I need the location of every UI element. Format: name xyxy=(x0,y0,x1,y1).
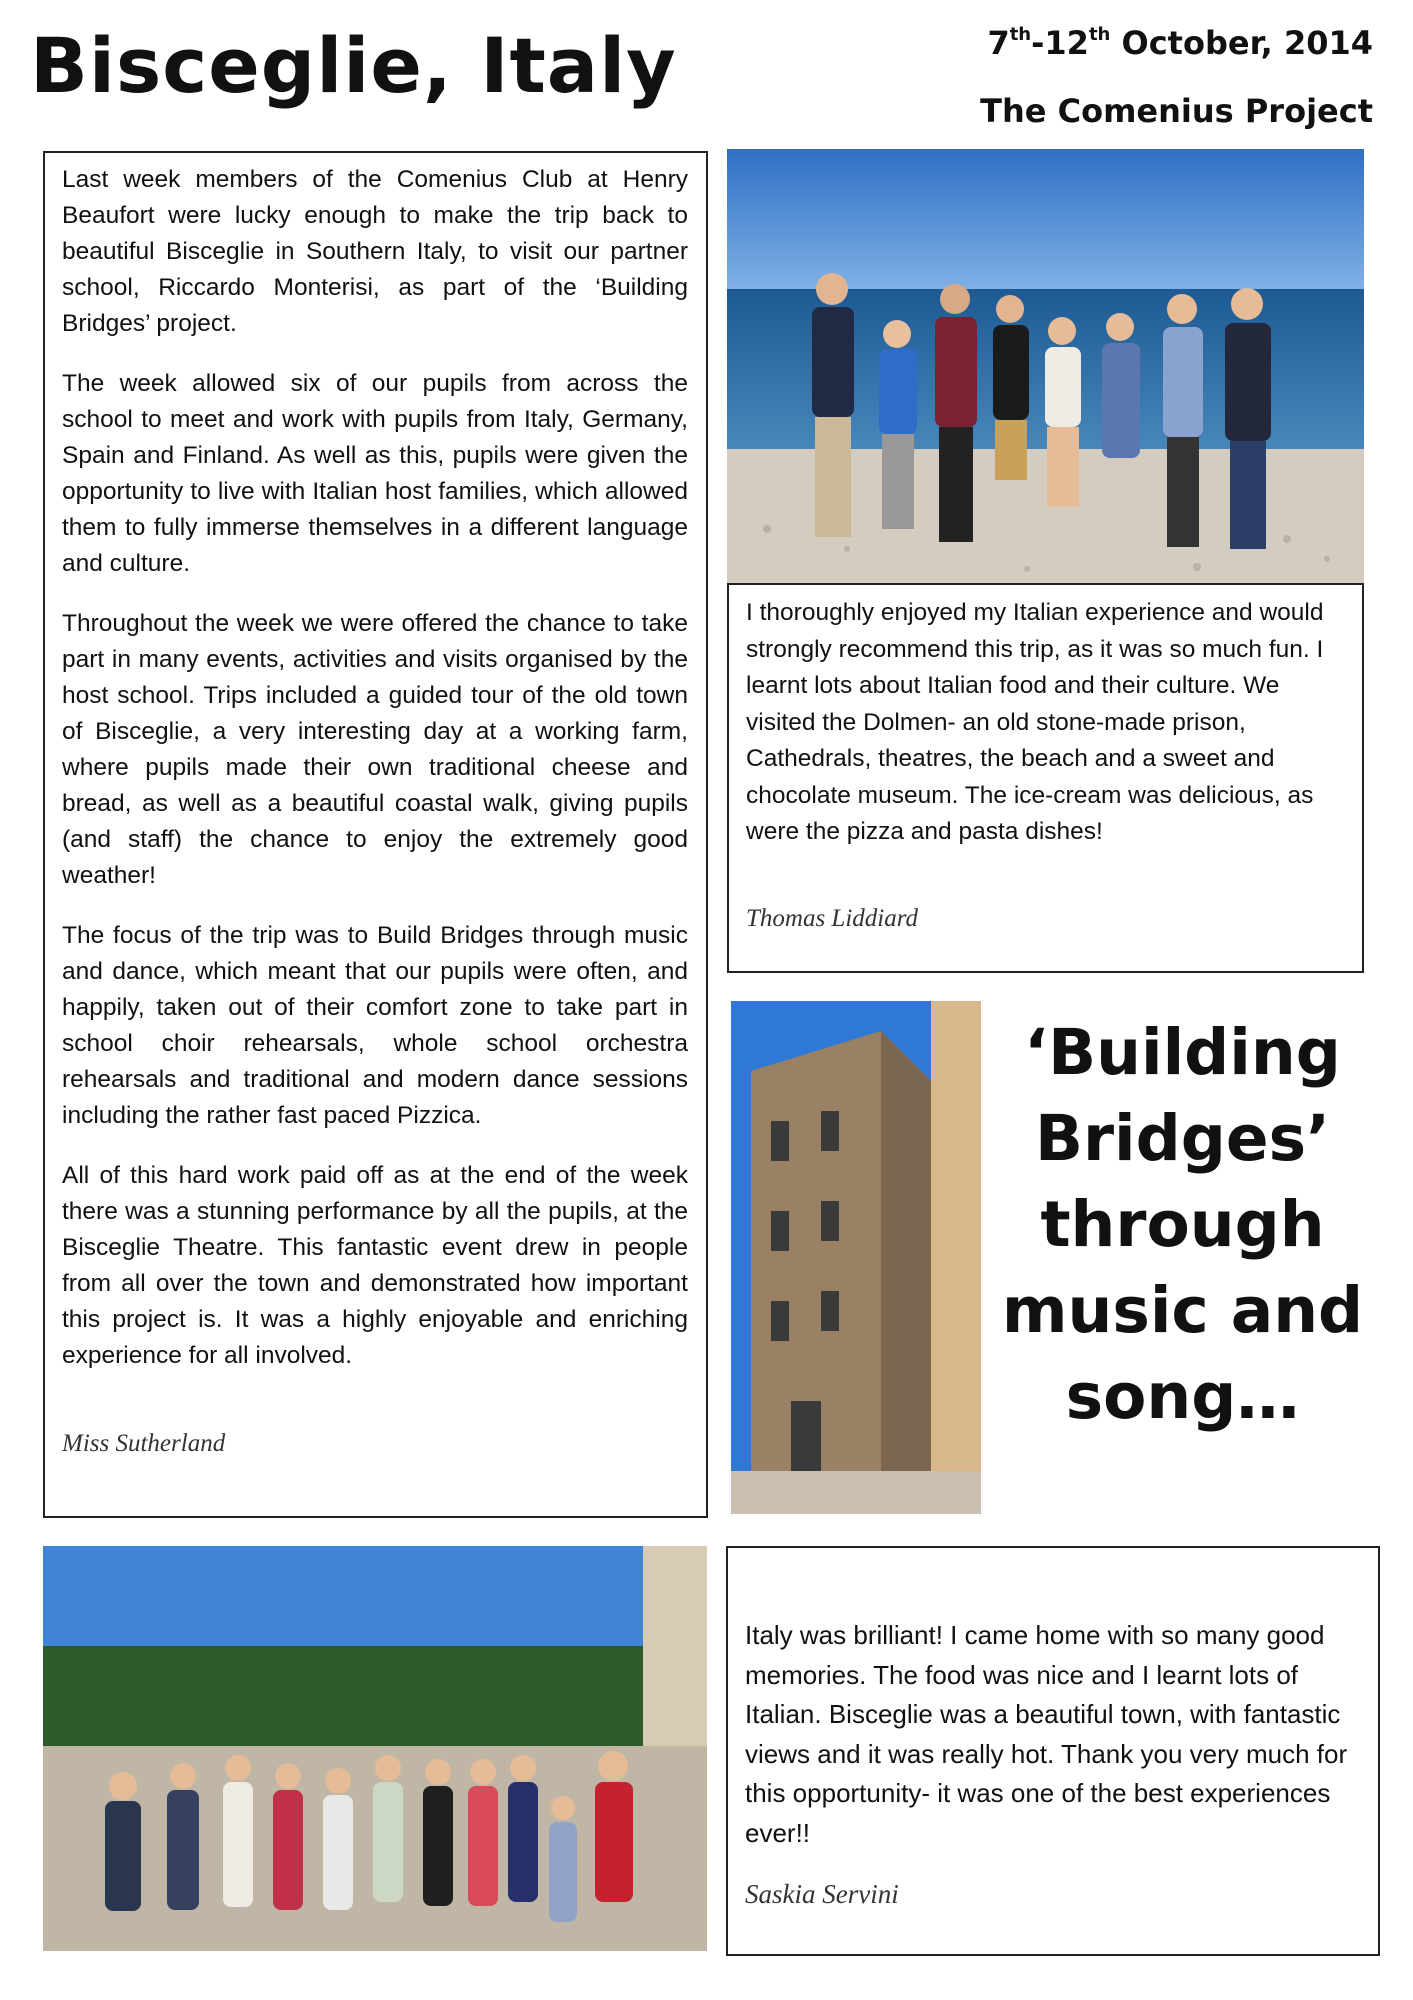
quote-author: Saskia Servini xyxy=(745,1879,899,1909)
article-paragraph: The focus of the trip was to Build Bridges through music and dance, which meant that our pupils were often, and happily, taken out of their comfort zone to take part in school choir rehearsals, whole school orchestra rehearsals and traditional and modern dance sessions including the rather fast paced Pizzica. xyxy=(62,922,688,1129)
article-paragraph: Throughout the week we were offered the chance to take part in many events, activities and visits organised by the host school. Trips included a guided tour of the old town of Bisceglie, a very interesting day at a working farm, where pupils made their own traditional cheese and bread, as well as a beautiful coastal walk, giving pupils (and staff) the chance to enjoy the extremely good weather! xyxy=(62,610,688,889)
event-date xyxy=(987,24,1373,62)
headline-line: music and xyxy=(1001,1274,1364,1347)
date-end-suffix: th xyxy=(1088,24,1111,45)
headline-line: Bridges’ xyxy=(1034,1102,1331,1175)
article-paragraph: All of this hard work paid off as at the end of the week there was a stunning performance by all the pupils, at the Bisceglie Theatre. This fantastic event drew in people from all over the town and demonstrated how important this project is. It was a highly enjoyable and enriching experience for all involved. xyxy=(62,1162,688,1369)
quote-author: Thomas Liddiard xyxy=(746,905,919,932)
headline-line: through xyxy=(1040,1188,1325,1261)
date-start-suffix: th xyxy=(1009,24,1032,45)
page-title: Bisceglie, Italy xyxy=(30,21,677,110)
pupil-quote-saskia xyxy=(726,1546,1380,1956)
beach-group-photo xyxy=(727,149,1364,583)
headline-line: ‘Building xyxy=(1024,1016,1341,1089)
main-article xyxy=(43,151,708,1518)
project-name: The Comenius Project xyxy=(980,92,1373,130)
date-separator: - xyxy=(1031,24,1045,62)
headline-line: song… xyxy=(1065,1360,1300,1433)
article-author: Miss Sutherland xyxy=(62,1430,226,1457)
date-month-year: October, 2014 xyxy=(1110,24,1373,62)
courtyard-group-photo xyxy=(43,1546,707,1951)
quote-text: I thoroughly enjoyed my Italian experience and would strongly recommend this trip, as it was so much fun. I learnt lots about Italian food and their culture. We visited the Dolmen- an old stone-made prison, Cathedrals, theatres, the beach and a sweet and chocolate museum. The ice-cream was delicious, as were the pizza and pasta dishes! xyxy=(746,599,1324,845)
date-end-day: 12 xyxy=(1044,24,1089,62)
article-paragraph: The week allowed six of our pupils from across the school to meet and work with pupils from Italy, Germany, Spain and Finland. As well as this, pupils were given the opportunity to live with Italian host families, which allowed them to fully immerse themselves in a different language and culture. xyxy=(62,370,688,577)
article-paragraph: Last week members of the Comenius Club at Henry Beaufort were lucky enough to make the trip back to beautiful Bisceglie in Southern Italy, to visit our partner school, Riccardo Monterisi, as part of the ‘Building Bridges’ project. xyxy=(62,166,688,337)
pupil-quote-thomas xyxy=(727,583,1364,973)
headline xyxy=(990,1010,1375,1440)
date-start-day: 7 xyxy=(987,24,1010,62)
quote-text: Italy was brilliant! I came home with so many good memories. The food was nice and I learnt lots of Italian. Bisceglie was a beautiful town, with fantastic views and it was really hot. Thank you very much for this opportunity- it was one of the best experiences ever!! xyxy=(745,1620,1348,1848)
building-photo xyxy=(731,1001,981,1514)
